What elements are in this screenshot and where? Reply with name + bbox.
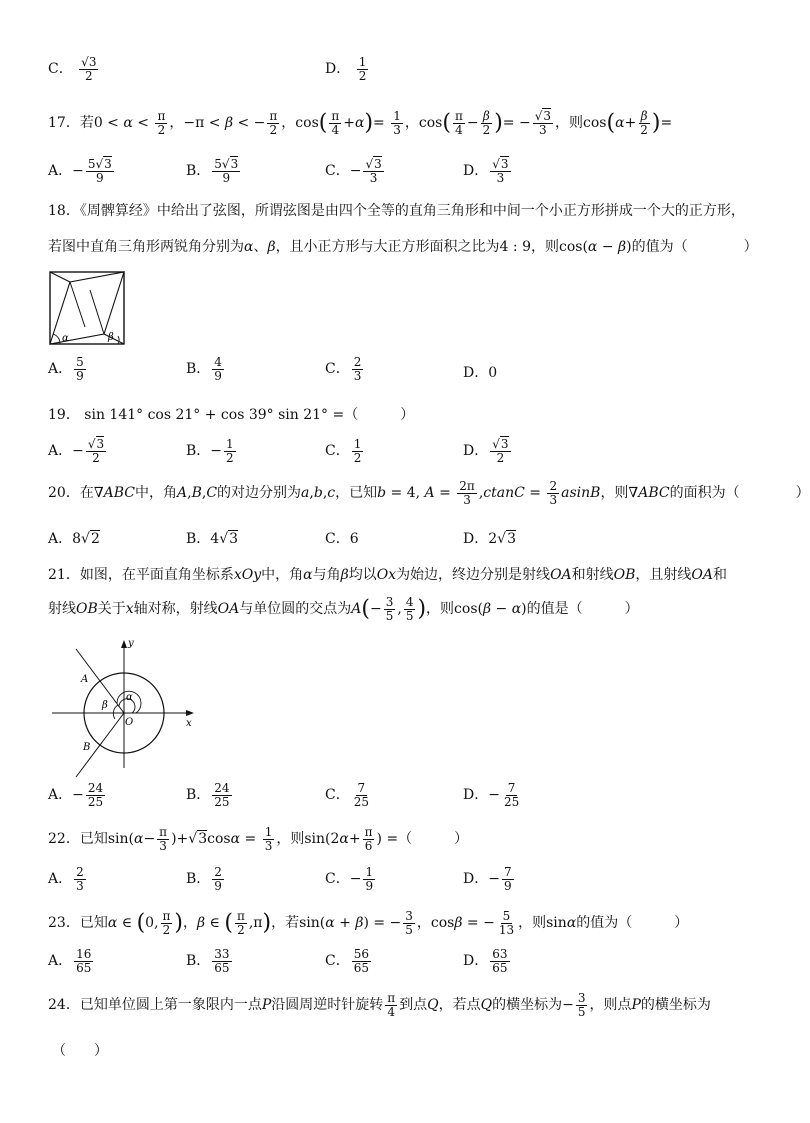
q19-option-a[interactable]: A．− $\frac{√3}{2}$	[48, 437, 105, 465]
q17-option-c[interactable]: C．− $\frac{√3}{3}$	[325, 157, 382, 185]
q20-option-b[interactable]: B．4√3	[186, 531, 239, 547]
q19-option-c[interactable]: C． $\frac{1}{2}$	[325, 437, 362, 465]
q22-option-d[interactable]: D．− $\frac{7}{9}$	[463, 865, 512, 893]
fig21-alpha: α	[126, 692, 133, 703]
question-22: 22．已知sin(α− $\frac{\pi}{3}$ )+√3cosα = $\frac{1}{3}$ ，则sin(2α+ $\frac{\pi}{6}$ ) =（ ）	[48, 825, 469, 853]
fig21-y: y	[128, 638, 134, 649]
question-23: 23．已知α ∈ (0, $\frac{\pi}{2}$ )，β ∈ ( $\frac{\pi}{2}$ ,π)，若sin(α + β) = − $\frac{3}{5}$ ，cosβ = − $\frac{5}{13}$ ，则sinα的值为（ ）	[48, 909, 689, 937]
q18-option-c[interactable]: C． $\frac{2}{3}$	[325, 355, 362, 383]
q21-figure	[48, 636, 198, 770]
question-17: 17．若0 < α < $\frac{\pi}{2}$ ，−π < β < − $\frac{\pi}{2}$ ，cos( $\frac{\pi}{4}$ +α)= $\frac{1}{3}$ ，cos( $\frac{\pi}{4}$ − $\frac{\beta}{2}$ )= − $\frac{√3}{3}$ ，则cos(α+ $\frac{\beta}{2}$ )=	[48, 109, 673, 137]
q17-option-b[interactable]: B． $\frac{5√3}{9}$	[186, 157, 239, 185]
q21-option-a[interactable]: A．− $\frac{24}{25}$	[48, 781, 104, 809]
fig21-x: x	[186, 718, 192, 729]
q23-option-c[interactable]: C． $\frac{56}{65}$	[325, 947, 369, 975]
q17-option-a[interactable]: A．− $\frac{5√3}{9}$	[48, 157, 112, 185]
q19-option-d[interactable]: D． $\frac{√3}{2}$	[463, 437, 509, 465]
q23-option-b[interactable]: B． $\frac{33}{65}$	[186, 947, 230, 975]
q18-option-d[interactable]: D．0	[463, 365, 498, 381]
option-d-prev: D． $\frac{1}{2}$	[325, 55, 367, 83]
q21-option-d[interactable]: D．− $\frac{7}{25}$	[463, 781, 520, 809]
fig21-beta: β	[102, 700, 108, 711]
q22-option-a[interactable]: A． $\frac{2}{3}$	[48, 865, 84, 893]
q20-option-a[interactable]: A．8√2	[48, 531, 100, 547]
question-24-line1: 24．已知单位圆上第一象限内一点P沿圆周逆时针旋转 $\frac{\pi}{4}$ 到点Q，若点Q的横坐标为− $\frac{3}{5}$ ，则点P的横坐标为	[48, 991, 711, 1019]
q20-option-c[interactable]: C．6	[325, 531, 359, 547]
option-c-prev: C． $\frac{√3}{2}$	[48, 55, 97, 83]
question-20: 20．在∇ABC中，角A,B,C的对边分别为a,b,c，已知b = 4, A = $\frac{2\pi}{3}$ ,ctanC = $\frac{2}{3}$ asinB，则∇ABC的面积为（ ）	[48, 479, 810, 507]
question-24-line2: （ ）	[52, 1043, 108, 1059]
q18-option-b[interactable]: B． $\frac{4}{9}$	[186, 355, 222, 383]
question-21-line2: 射线OB关于x轴对称，射线OA与单位圆的交点为A(− $\frac{3}{5}$ , $\frac{4}{5}$ )，则cos(β − α)的值是（ ）	[48, 595, 639, 623]
fig21-A: A	[81, 674, 89, 685]
q21-option-b[interactable]: B． $\frac{24}{25}$	[186, 781, 230, 809]
fig18-beta: β	[108, 332, 114, 343]
q21-option-c[interactable]: C． $\frac{7}{25}$	[325, 781, 369, 809]
q22-option-c[interactable]: C．− $\frac{1}{9}$	[325, 865, 374, 893]
q22-option-b[interactable]: B． $\frac{2}{9}$	[186, 865, 222, 893]
q18-option-a[interactable]: A． $\frac{5}{9}$	[48, 355, 84, 383]
question-19: 19． sin 141° cos 21° + cos 39° sin 21° =（ ）	[48, 407, 415, 423]
q18-figure	[48, 270, 128, 348]
q23-option-a[interactable]: A． $\frac{16}{65}$	[48, 947, 92, 975]
question-18-line2: 若图中直角三角形两锐角分别为α、β，且小正方形与大正方形面积之比为4 : 9，则cos(α − β)的值为（ ）	[48, 239, 758, 255]
q23-option-d[interactable]: D． $\frac{63}{65}$	[463, 947, 508, 975]
fig18-alpha: α	[62, 333, 69, 344]
q20-option-d[interactable]: D．2√3	[463, 531, 516, 547]
fig21-B: B	[83, 742, 91, 753]
question-21-line1: 21．如图，在平面直角坐标系xOy中，角α与角β均以Ox为始边，终边分别是射线OA和射线OB，且射线OA和	[48, 567, 728, 583]
question-18-line1: 18．《周髀算经》中给出了弦图，所谓弦图是由四个全等的直角三角形和中间一个小正方形拼成一个大的正方形，	[48, 203, 745, 219]
q19-option-b[interactable]: B．− $\frac{1}{2}$	[186, 437, 234, 465]
q17-option-d[interactable]: D． $\frac{√3}{3}$	[463, 157, 509, 185]
fig21-O: O	[125, 717, 134, 728]
